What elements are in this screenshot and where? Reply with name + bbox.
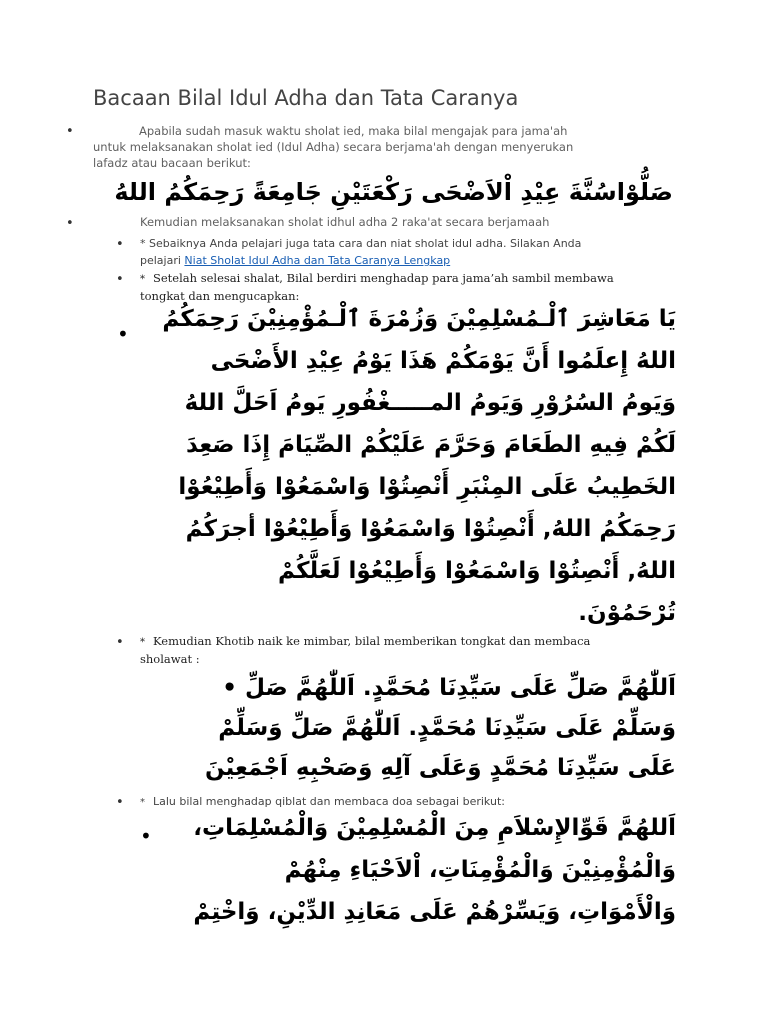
doa-intro-paragraph: * Lalu bilal menghadap qiblat dan membaca doa sebagai berikut: xyxy=(140,795,505,808)
recommendation-line-2 xyxy=(140,252,581,269)
page-title: Bacaan Bilal Idul Adha dan Tata Caranya xyxy=(93,86,519,110)
sub-bullet-marker: • xyxy=(116,795,124,810)
sub-bullet-marker: • xyxy=(116,635,124,650)
arabic-khutbah-block xyxy=(140,306,676,636)
arabic-sholawat-line: عَلَى سَيِّدِنَا مُحَمَّدٍ وَعَلَى آلِهِ وَصَحْبِهِ اَجْمَعِيْنَ xyxy=(204,755,676,781)
recommendation-prefix: pelajari xyxy=(140,254,185,267)
bilal-stands-paragraph xyxy=(140,270,614,305)
star-marker: * xyxy=(140,797,145,808)
bullet-marker: • xyxy=(66,124,74,139)
arabic-doa-line: اَللهُمَّ قَوِّالإِسْلاَمِ مِنَ الْمُسْلِمِيْنَ وَالْمُسْلِمَاتِ، xyxy=(193,815,676,841)
intro-line-2: untuk melaksanakan sholat ied (Idul Adha) secara berjama'ah dengan menyerukan xyxy=(93,140,574,154)
recommendation-line-1: * Sebaiknya Anda pelajari juga tata cara dan niat sholat idul adha. Silakan Anda xyxy=(140,237,582,250)
sub-bullet-marker: • xyxy=(140,824,152,848)
arabic-khutbah-line: وَيَومُ السُرُوْرِ وَيَومُ المـــــغْفُورِ يَومُ اَحَلَّ اللهُ xyxy=(184,390,676,416)
arabic-khutbah-line: اللهُ إِعلَمُوا أَنَّ يَوْمَكُمْ هَذَا يَوْمُ عِيْدِ الأَضْحَى xyxy=(210,348,676,374)
khotib-paragraph xyxy=(140,633,590,668)
sub-bullet-marker: • xyxy=(116,272,124,287)
arabic-sholawat-line: اَللّٰهُمَّ صَلِّ عَلَى سَيِّدِنَا مُحَمَّدٍ. اَللّٰهُمَّ صَلِّ • xyxy=(222,675,676,701)
khotib-line-1: * Kemudian Khotib naik ke mimbar, bilal memberikan tongkat dan membaca xyxy=(140,634,591,648)
bilal-stands-line-2: tongkat dan mengucapkan: xyxy=(140,289,300,303)
arabic-sholawat-block xyxy=(140,675,676,795)
intro-paragraph xyxy=(93,123,693,171)
sub-bullet-marker: • xyxy=(117,322,129,346)
sub-bullet-marker: • xyxy=(222,675,237,701)
khotib-line-2: sholawat : xyxy=(140,652,200,666)
arabic-khutbah-line: يَا مَعَاشِرَ ٱلْـمُسْلِمِيْنَ وَزُمْرَةَ ٱلْـمُؤْمِنِيْنَ رَحِمَكُمُ xyxy=(162,306,676,332)
arabic-sholawat-line: وَسَلِّمْ عَلَى سَيِّدِنَا مُحَمَّدٍ. اَللّٰهُمَّ صَلِّ وَسَلِّمْ xyxy=(218,715,676,741)
sholat-paragraph: Kemudian melaksanakan sholat idhul adha 2 raka'at secara berjamaah xyxy=(140,215,550,229)
arabic-khutbah-line: الخَطِيبُ عَلَى المِنْبَرِ أَنْصِتُوْا وَاسْمَعُوْا وَأَطِيْعُوْا xyxy=(178,474,676,500)
niat-sholat-link[interactable]: Niat Sholat Idul Adha dan Tata Caranya Lengkap xyxy=(184,254,451,267)
bilal-stands-line-1: * Setelah selesai shalat, Bilal berdiri menghadap para jama’ah sambil membawa xyxy=(140,271,614,285)
star-marker: * xyxy=(140,637,145,648)
arabic-doa-block xyxy=(160,815,676,940)
intro-line-1: Apabila sudah masuk waktu sholat ied, maka bilal mengajak para jama'ah xyxy=(139,124,568,138)
intro-line-3: lafadz atau bacaan berikut: xyxy=(93,156,251,170)
arabic-khutbah-line: رَحِمَكُمُ اللهُ, أَنْصِتُوْا وَاسْمَعُوْا وَأَطِيْعُوْا أجرَكُمُ xyxy=(185,516,676,542)
bullet-marker: • xyxy=(66,216,74,231)
sub-bullet-marker: • xyxy=(116,237,124,252)
star-marker: * xyxy=(140,274,145,285)
arabic-doa-line: وَالْأَمْوَاتِ، وَيَسِّرْهُمْ عَلَى مَعَانِدِ الدِّيْنِ، وَاخْتِمْ xyxy=(193,899,676,925)
arabic-khutbah-line: لَكُمْ فِيهِ الطَعَامَ وَحَرَّمَ عَلَيْكُمْ الصِّيَامَ إِذَا صَعِدَ xyxy=(186,432,676,458)
arabic-call-text: صَلُّوْاسُنَّةَ عِيْدِ اْلاَضْحَى رَكْعَتَيْنِ جَامِعَةً رَحِمَكُمُ اللهُ xyxy=(114,178,673,206)
arabic-khutbah-line: اللهُ, أَنْصِتُوْا وَاسْمَعُوْا وَأَطِيْعُوْا لَعَلَّكُمْ xyxy=(278,558,676,584)
recommendation-paragraph xyxy=(140,235,581,269)
arabic-doa-line: وَالْمُؤْمِنِيْنَ وَالْمُؤْمِنَاتِ، اْلاَحْيَاءِ مِنْهُمْ xyxy=(284,857,676,883)
arabic-khutbah-line: تُرْحَمُوْنَ. xyxy=(578,600,676,626)
